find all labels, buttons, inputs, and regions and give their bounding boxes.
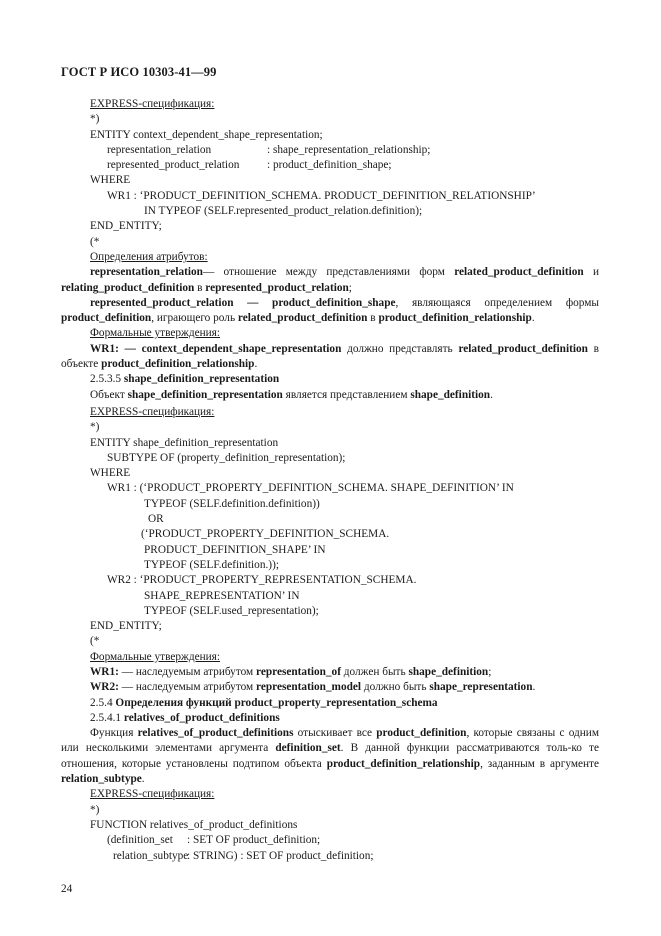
- text: должно быть: [363, 681, 427, 694]
- attributes-label-text: Определения атрибутов:: [90, 250, 208, 263]
- attributes-label: [61, 250, 599, 265]
- express-label: [61, 787, 599, 802]
- section-number: 2.5.4: [90, 696, 113, 709]
- function-argument: [61, 833, 599, 848]
- comment-open: *): [90, 113, 100, 126]
- formal-label-text: Формальные утверждения:: [90, 650, 221, 663]
- text: — отношение между представлениями форм: [202, 266, 445, 279]
- where-rule-cont: IN TYPEOF (SELF.represented_product_relation.definition);: [144, 205, 423, 218]
- section-title: Определения функций product_property_representation_schema: [115, 696, 438, 709]
- page-content: [61, 97, 599, 864]
- where-rule: WR2 : ‘PRODUCT_PROPERTY_REPRESENTATION_SCHEMA.: [107, 574, 417, 587]
- text: Объект: [90, 388, 125, 401]
- where-rule-cont: TYPEOF (SELF.definition.));: [144, 558, 279, 571]
- entity-declaration: ENTITY context_dependent_shape_representation;: [90, 128, 323, 141]
- text: . В данной функции рассматриваются толь-ко те отношения, которые установлены подтипом объекта: [61, 742, 599, 770]
- function-declaration: FUNCTION relatives_of_product_definitions: [90, 818, 298, 831]
- formal-rule: [61, 342, 599, 373]
- end-entity: END_ENTITY;: [90, 220, 162, 233]
- term: relating_product_definition: [61, 281, 195, 294]
- express-label-text: EXPRESS-спецификация:: [90, 788, 215, 801]
- text: , являющаяся определением формы: [395, 296, 600, 309]
- where-rule-cont: SHAPE_REPRESENTATION’ IN: [144, 589, 300, 602]
- section-title: shape_definition_representation: [123, 373, 280, 386]
- express-label: [61, 405, 599, 420]
- term: representation_of: [256, 665, 341, 678]
- text: , играющего роль: [151, 312, 236, 325]
- express-label-text: EXPRESS-спецификация:: [90, 405, 215, 418]
- text: .: [532, 681, 536, 694]
- term: shape_representation: [429, 681, 533, 694]
- term: related_product_definition: [458, 342, 588, 355]
- text: в: [370, 312, 376, 325]
- formal-label-text: Формальные утверждения:: [90, 327, 221, 340]
- text: .: [141, 773, 145, 786]
- section-heading: [61, 711, 599, 726]
- text: должен быть: [343, 665, 406, 678]
- text: отыскивает все: [297, 727, 373, 740]
- text: — наследуемым атрибутом: [121, 681, 254, 694]
- term: shape_definition_representation: [127, 388, 283, 401]
- section-number: 2.5.3.5: [90, 373, 122, 386]
- comment-close: (*: [90, 235, 100, 248]
- text: и: [592, 266, 600, 279]
- term: represented_product_relation: [205, 281, 349, 294]
- section-text: [61, 726, 599, 787]
- formal-label: [61, 326, 599, 341]
- comment-close: (*: [90, 635, 100, 648]
- text: , которые связаны с одним или несколькими элементами аргумента: [61, 727, 600, 755]
- document-header: ГОСТ Р ИСО 10303-41—99: [61, 65, 217, 79]
- section-heading: [61, 696, 599, 711]
- text: ;: [488, 665, 492, 678]
- where-rule-cont: TYPEOF (SELF.used_representation);: [144, 604, 319, 617]
- term: represented_product_relation — product_definition_shape: [90, 296, 396, 309]
- page-number: 24: [61, 883, 73, 895]
- term: representation_model: [256, 681, 362, 694]
- term: related_product_definition: [454, 266, 584, 279]
- text: .: [490, 388, 493, 401]
- comment-open: *): [90, 803, 100, 816]
- end-entity: END_ENTITY;: [90, 620, 162, 633]
- function-argument: [61, 849, 599, 864]
- entity-attribute: [61, 158, 599, 173]
- text: Функция: [90, 727, 134, 740]
- term: shape_definition: [408, 665, 489, 678]
- argument-type: : STRING) : SET OF product_definition;: [187, 849, 374, 862]
- argument-type: : SET OF product_definition;: [187, 834, 321, 847]
- text: — наследуемым атрибутом: [121, 665, 254, 678]
- where-rule: WR1 : (‘PRODUCT_PROPERTY_DEFINITION_SCHEMA. SHAPE_DEFINITION’ IN: [107, 482, 514, 495]
- term: relation_subtype: [61, 773, 142, 786]
- term: product_definition_relationship: [326, 757, 481, 770]
- attribute-name: representation_relation: [107, 143, 212, 156]
- text: в: [197, 281, 203, 294]
- where-clause: WHERE: [90, 174, 131, 187]
- text: является представлением: [285, 388, 408, 401]
- argument-name: relation_subtype: [113, 849, 189, 862]
- attribute-name: represented_product_relation: [107, 159, 240, 172]
- attribute-type: : product_definition_shape;: [267, 159, 392, 172]
- text: ;: [348, 281, 352, 294]
- section-text: [61, 388, 599, 403]
- term: representation_relation: [90, 266, 203, 279]
- term: shape_definition: [410, 388, 491, 401]
- text: .: [254, 358, 258, 371]
- term: product_definition: [376, 727, 467, 740]
- text: , заданным в аргументе: [480, 757, 599, 770]
- where-clause: WHERE: [90, 467, 131, 480]
- where-rule: WR1 : ‘PRODUCT_DEFINITION_SCHEMA. PRODUCT_DEFINITION_RELATIONSHIP’: [107, 189, 536, 202]
- express-label: [61, 97, 599, 112]
- section-title: relatives_of_product_definitions: [123, 711, 280, 724]
- entity-attribute: [61, 143, 599, 158]
- term: definition_set: [275, 742, 341, 755]
- entity-declaration: ENTITY shape_definition_representation: [90, 436, 279, 449]
- formal-rule: [61, 680, 599, 695]
- term: product_definition_relationship: [101, 358, 255, 371]
- term: relatives_of_product_definitions: [137, 727, 294, 740]
- where-rule-cont: PRODUCT_DEFINITION_SHAPE’ IN: [144, 543, 326, 556]
- term: product_definition: [61, 312, 152, 325]
- where-rule-cont: TYPEOF (SELF.definition.definition)): [144, 497, 320, 510]
- where-rule-cont: (‘PRODUCT_PROPERTY_DEFINITION_SCHEMA.: [141, 528, 390, 541]
- where-rule-cont: OR: [148, 513, 164, 526]
- attribute-type: : shape_representation_relationship;: [267, 143, 431, 156]
- argument-name: (definition_set: [107, 834, 173, 847]
- term: related_product_definition: [237, 312, 368, 325]
- express-label-text: EXPRESS-спецификация:: [90, 98, 215, 110]
- attribute-definition: [61, 296, 599, 327]
- formal-rule: [61, 665, 599, 680]
- term: WR1: — context_dependent_shape_representation: [90, 342, 342, 355]
- text: .: [531, 312, 535, 325]
- term: WR1:: [90, 665, 119, 678]
- text: в объекте: [61, 342, 600, 371]
- formal-label: [61, 650, 599, 665]
- subtype-clause: SUBTYPE OF (property_definition_representation);: [107, 451, 346, 464]
- term: product_definition_relationship: [378, 312, 532, 325]
- text: должно представлять: [347, 342, 453, 355]
- comment-open: *): [90, 421, 100, 434]
- attribute-definition: [61, 265, 599, 296]
- section-heading: [61, 372, 599, 387]
- section-number: 2.5.4.1: [90, 711, 122, 724]
- term: WR2:: [90, 681, 119, 694]
